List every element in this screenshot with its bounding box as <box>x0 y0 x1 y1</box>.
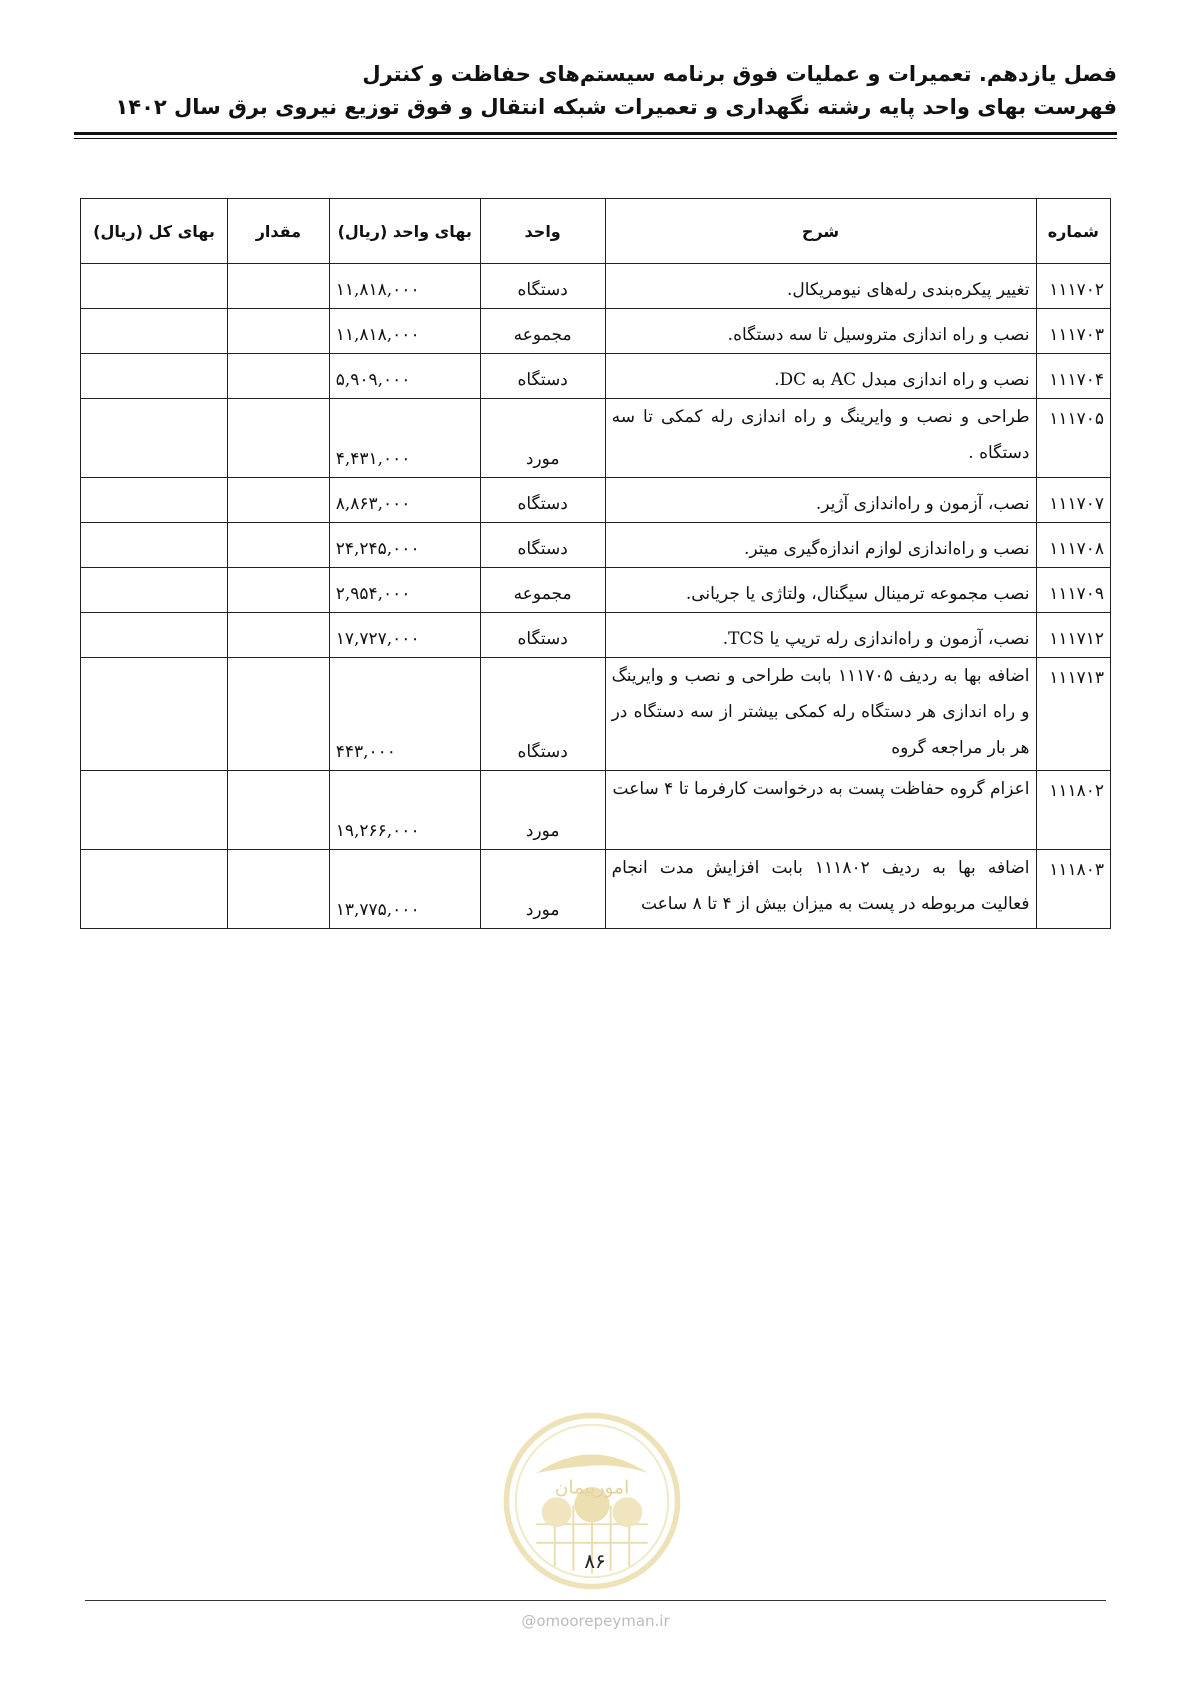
page-number: ۸۶ <box>584 1549 606 1573</box>
row-quantity <box>228 354 330 399</box>
row-code: ۱۱۱۷۰۳ <box>1036 309 1111 354</box>
header-rule-thin <box>74 138 1117 139</box>
row-code: ۱۱۱۷۱۳ <box>1036 658 1111 771</box>
row-unit-price: ۱۹,۲۶۶,۰۰۰ <box>329 771 480 850</box>
table-row <box>81 399 1111 478</box>
row-total-price <box>81 568 228 613</box>
row-unit-price: ۲,۹۵۴,۰۰۰ <box>329 568 480 613</box>
row-unit-price: ۱۳,۷۷۵,۰۰۰ <box>329 850 480 929</box>
row-code: ۱۱۱۷۰۴ <box>1036 354 1111 399</box>
row-total-price <box>81 850 228 929</box>
row-unit-price: ۴۴۳,۰۰۰ <box>329 658 480 771</box>
row-quantity <box>228 399 330 478</box>
table-row <box>81 613 1111 658</box>
row-code: ۱۱۱۷۰۲ <box>1036 264 1111 309</box>
row-code: ۱۱۱۸۰۲ <box>1036 771 1111 850</box>
price-table <box>80 198 1111 929</box>
row-description: نصب مجموعه ترمینال سیگنال، ولتاژی یا جریانی. <box>605 568 1036 613</box>
table-row <box>81 264 1111 309</box>
page-header <box>74 58 1117 124</box>
row-description: تغییر پیکره‌بندی رله‌های نیومریکال. <box>605 264 1036 309</box>
row-quantity <box>228 658 330 771</box>
row-total-price <box>81 354 228 399</box>
row-unit: دستگاه <box>480 478 605 523</box>
row-code: ۱۱۱۸۰۳ <box>1036 850 1111 929</box>
row-code: ۱۱۱۷۰۷ <box>1036 478 1111 523</box>
row-unit-price: ۱۱,۸۱۸,۰۰۰ <box>329 309 480 354</box>
row-quantity <box>228 568 330 613</box>
header-unit: واحد <box>480 199 605 264</box>
table-row <box>81 658 1111 771</box>
row-code: ۱۱۱۷۰۹ <box>1036 568 1111 613</box>
row-unit: دستگاه <box>480 613 605 658</box>
row-total-price <box>81 478 228 523</box>
table-row <box>81 568 1111 613</box>
row-description: اعزام گروه حفاظت پست به درخواست کارفرما تا ۴ ساعت <box>605 771 1036 850</box>
row-unit: مجموعه <box>480 568 605 613</box>
row-total-price <box>81 771 228 850</box>
row-unit-price: ۴,۴۳۱,۰۰۰ <box>329 399 480 478</box>
row-quantity <box>228 613 330 658</box>
row-unit-price: ۱۷,۷۲۷,۰۰۰ <box>329 613 480 658</box>
table-row <box>81 354 1111 399</box>
row-total-price <box>81 658 228 771</box>
row-unit: مورد <box>480 771 605 850</box>
svg-text:امورپیمان: امورپیمان <box>554 1477 630 1499</box>
row-unit: مجموعه <box>480 309 605 354</box>
row-description: نصب و راه اندازی مبدل AC به DC. <box>605 354 1036 399</box>
row-description: اضافه بها به ردیف ۱۱۱۷۰۵ بابت طراحی و نصب و وایرینگ و راه اندازی هر دستگاه رله کمکی بیشتر از سه دستگاه در هر بار مراجعه گروه <box>605 658 1036 771</box>
row-description: نصب و راه‌اندازی لوازم اندازه‌گیری میتر. <box>605 523 1036 568</box>
row-quantity <box>228 523 330 568</box>
row-description: اضافه بها به ردیف ۱۱۱۸۰۲ بابت افزایش مدت انجام فعالیت مربوطه در پست به میزان بیش از ۴ تا ۸ ساعت <box>605 850 1036 929</box>
table-row <box>81 478 1111 523</box>
table-row <box>81 850 1111 929</box>
row-total-price <box>81 523 228 568</box>
row-quantity <box>228 771 330 850</box>
table-row <box>81 771 1111 850</box>
row-description: نصب، آزمون و راه‌اندازی آژیر. <box>605 478 1036 523</box>
row-description: طراحی و نصب و وایرینگ و راه اندازی رله کمکی تا سه دستگاه . <box>605 399 1036 478</box>
row-unit: دستگاه <box>480 523 605 568</box>
row-unit-price: ۲۴,۲۴۵,۰۰۰ <box>329 523 480 568</box>
row-code: ۱۱۱۷۰۵ <box>1036 399 1111 478</box>
header-total-price: بهای کل (ریال) <box>81 199 228 264</box>
row-unit: دستگاه <box>480 658 605 771</box>
row-quantity <box>228 478 330 523</box>
row-unit: مورد <box>480 850 605 929</box>
row-total-price <box>81 613 228 658</box>
row-description: نصب، آزمون و راه‌اندازی رله تریپ یا TCS. <box>605 613 1036 658</box>
table-row <box>81 309 1111 354</box>
row-unit-price: ۸,۸۶۳,۰۰۰ <box>329 478 480 523</box>
row-code: ۱۱۱۷۱۲ <box>1036 613 1111 658</box>
row-unit: دستگاه <box>480 264 605 309</box>
row-unit: دستگاه <box>480 354 605 399</box>
header-rule-thick <box>74 132 1117 135</box>
row-unit-price: ۵,۹۰۹,۰۰۰ <box>329 354 480 399</box>
row-code: ۱۱۱۷۰۸ <box>1036 523 1111 568</box>
row-quantity <box>228 850 330 929</box>
price-list-title: فهرست بهای واحد پایه رشته نگهداری و تعمیرات شبکه انتقال و فوق توزیع نیروی برق سال ۱۴۰۲ <box>115 95 1117 119</box>
footer-rule <box>85 1600 1106 1601</box>
row-unit-price: ۱۱,۸۱۸,۰۰۰ <box>329 264 480 309</box>
row-total-price <box>81 264 228 309</box>
table-row <box>81 523 1111 568</box>
chapter-title: فصل یازدهم. تعمیرات و عملیات فوق برنامه سیستم‌های حفاظت و کنترل <box>362 62 1117 86</box>
row-total-price <box>81 399 228 478</box>
row-total-price <box>81 309 228 354</box>
table-header-row <box>81 199 1111 264</box>
website-watermark: @omoorepeyman.ir <box>521 1612 670 1630</box>
row-quantity <box>228 309 330 354</box>
header-unit-price: بهای واحد (ریال) <box>329 199 480 264</box>
header-quantity: مقدار <box>228 199 330 264</box>
header-description: شرح <box>605 199 1036 264</box>
row-unit: مورد <box>480 399 605 478</box>
row-quantity <box>228 264 330 309</box>
row-description: نصب و راه اندازی متروسیل تا سه دستگاه. <box>605 309 1036 354</box>
header-code: شماره <box>1036 199 1111 264</box>
